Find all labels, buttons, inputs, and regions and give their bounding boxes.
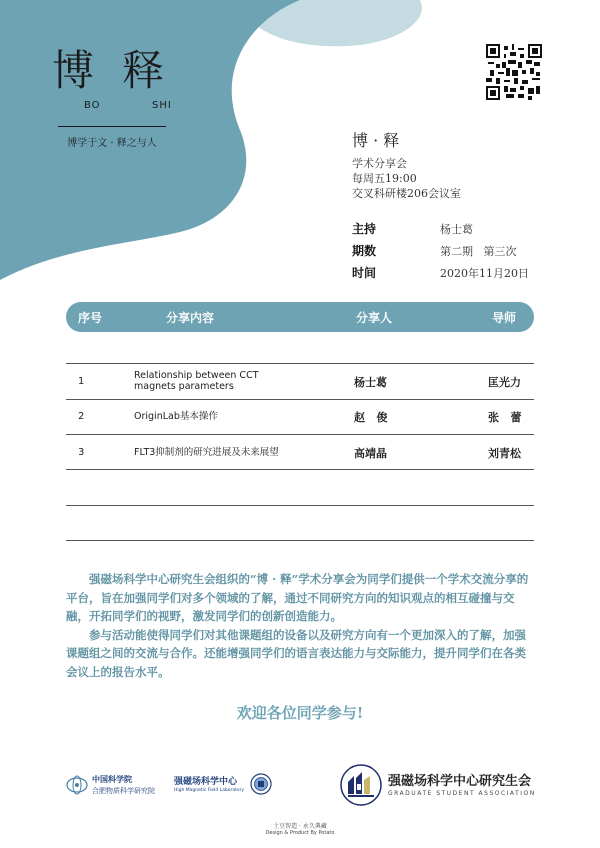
hfips-name: 合肥物质科学研究院: [92, 787, 155, 795]
header-advisor: 导师: [492, 311, 517, 325]
gsa-name: 强磁场科学中心研究生会: [388, 774, 532, 789]
info-label-issue: 期数: [352, 244, 377, 258]
logo-char-bo: 博: [52, 46, 95, 95]
header-topic: 分享内容: [166, 311, 215, 325]
info-value-date: 2020年11月20日: [440, 267, 529, 280]
table-divider: [66, 363, 534, 364]
table-divider: [66, 469, 534, 470]
row-number: 1: [78, 376, 85, 387]
slogan: 博学于文 · 释之与人: [67, 138, 157, 149]
description: [66, 570, 534, 681]
info-label-date: 时间: [352, 266, 377, 280]
row-number: 2: [78, 411, 85, 422]
row-number: 3: [78, 447, 85, 458]
row-topic: FLT3抑制剂的研究进展及未来展望: [134, 447, 279, 458]
credit-line-1: 土豆智造 · 永久典藏: [273, 823, 327, 830]
gsa-logo-icon: [340, 764, 382, 806]
row-speaker: 赵 俊: [354, 411, 388, 424]
info-value-host: 杨士葛: [440, 223, 473, 236]
row-advisor: 刘青松: [488, 447, 521, 460]
slogan-divider: [58, 126, 166, 127]
description-paragraph-2: 参与活动能使得同学们对其他课题组的设备以及研究方向有一个更加深入的了解，加强课题组之间的交流与合作。还能增强同学们的语言表达能力与交际能力，提升同学们在各类会议上的报告水平。: [66, 627, 526, 679]
info-value-issue: 第二期 第三次: [440, 245, 517, 258]
lab-name-en: High Magnetic Field Laboratory: [174, 788, 245, 793]
table-header: [66, 302, 534, 332]
event-schedule: 每周五19:00: [352, 172, 417, 185]
lab-name-cn: 强磁场科学中心: [174, 777, 238, 787]
gsa-logo-block: [340, 764, 540, 808]
cas-name: 中国科学院: [92, 774, 132, 784]
table-divider: [66, 505, 534, 506]
hmfl-seal-icon: [250, 773, 272, 795]
logo-pinyin-shi: SHI: [152, 100, 172, 111]
welcome-text: 欢迎各位同学参与!: [236, 704, 364, 722]
row-speaker: 高靖晶: [354, 447, 387, 460]
gsa-subtitle: GRADUATE STUDENT ASSOCIATION: [388, 790, 536, 797]
header-speaker: 分享人: [356, 311, 393, 325]
qr-code-icon: [486, 44, 542, 100]
event-type: 学术分享会: [352, 157, 407, 170]
cas-logo-icon: [66, 774, 88, 796]
logo-pinyin-bo: BO: [84, 100, 101, 111]
credit-line-2: Design & Product By Potato: [265, 830, 335, 836]
table-divider: [66, 399, 534, 400]
event-title: 博 · 释: [352, 131, 400, 150]
row-topic: OriginLab基本操作: [134, 411, 218, 422]
row-topic: Relationship between CCT magnets parameters: [134, 370, 259, 392]
event-location: 交叉科研楼206会议室: [352, 187, 461, 200]
row-advisor: 匡光力: [488, 376, 521, 389]
partner-logos: [66, 772, 276, 802]
table-divider: [66, 540, 534, 541]
row-speaker: 杨士葛: [354, 376, 387, 389]
info-label-host: 主持: [352, 222, 377, 236]
logo-char-shi: 释: [122, 46, 165, 95]
header-number: 序号: [78, 311, 103, 325]
table-divider: [66, 434, 534, 435]
row-advisor: 张 蕾: [488, 411, 522, 424]
description-paragraph-1: 强磁场科学中心研究生会组织的“博 · 释”学术分享会为同学们提供一个学术交流分享的平台，旨在加强同学们对多个领域的了解，通过不同研究方向的知识观点的相互碰撞与交融，开拓同学们的视野，激发同学们的创新创造能力。: [66, 572, 529, 623]
